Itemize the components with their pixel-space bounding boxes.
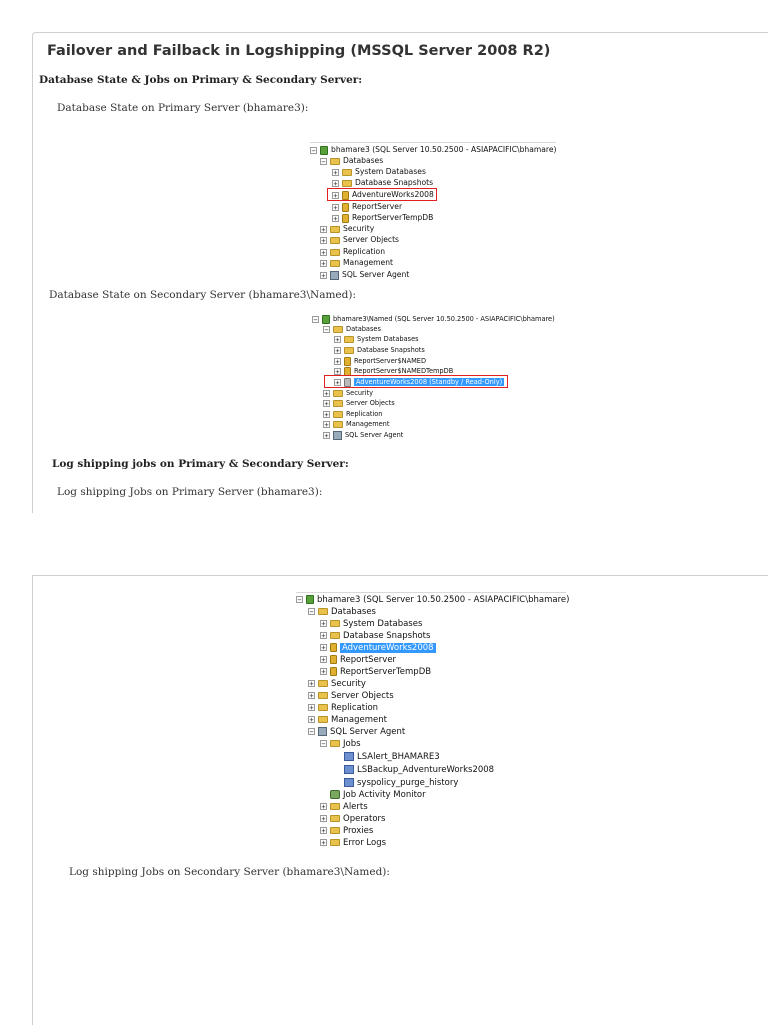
expand-icon[interactable]: + bbox=[321, 225, 326, 234]
tree-row-server[interactable]: − bhamare3\Named (SQL Server 10.50.2500 - ASIAPACIFIC\bhamare) bbox=[313, 315, 555, 324]
folder-icon bbox=[344, 347, 354, 354]
tree-row-agent[interactable]: − SQL Server Agent bbox=[309, 727, 406, 737]
job-icon bbox=[344, 778, 354, 787]
object-explorer-jobs bbox=[296, 594, 568, 850]
primary-state-label: Database State on Primary Server (bhamare3): bbox=[57, 102, 309, 114]
secondary-jobs-label: Log shipping Jobs on Secondary Server (bhamare3\Named): bbox=[69, 866, 390, 878]
job-icon bbox=[344, 765, 354, 774]
expand-icon[interactable]: + bbox=[335, 367, 340, 376]
folder-icon bbox=[330, 249, 340, 256]
folder-icon bbox=[330, 260, 340, 267]
expand-icon[interactable]: + bbox=[321, 668, 326, 676]
tree-row-job-alert[interactable]: LSAlert_BHAMARE3 bbox=[344, 751, 440, 763]
expand-icon[interactable]: + bbox=[321, 644, 326, 652]
sql-agent-icon bbox=[318, 727, 327, 736]
tree-row-adventureworks[interactable]: + AdventureWorks2008 bbox=[321, 643, 434, 653]
folder-icon bbox=[330, 839, 340, 846]
collapse-icon[interactable]: − bbox=[297, 596, 302, 604]
server-icon bbox=[320, 146, 328, 155]
expand-icon[interactable]: + bbox=[324, 420, 329, 429]
expand-icon[interactable]: + bbox=[333, 203, 338, 212]
tree-row-management[interactable]: + Management bbox=[309, 715, 387, 725]
collapse-icon[interactable]: − bbox=[321, 157, 326, 166]
tree-row-replication[interactable]: + Replication bbox=[324, 410, 383, 419]
tree-row-reportserver[interactable]: + ReportServer bbox=[333, 202, 403, 212]
tree-row-adventureworks[interactable]: + AdventureWorks2008 (Standby / Read-Only) bbox=[335, 378, 503, 387]
tree-row-server[interactable]: − bhamare3 (SQL Server 10.50.2500 - ASIAPACIFIC\bhamare) bbox=[297, 595, 570, 605]
expand-icon[interactable]: + bbox=[333, 179, 338, 188]
collapse-icon[interactable]: − bbox=[324, 325, 329, 334]
expand-icon[interactable]: + bbox=[324, 431, 329, 440]
tree-row-database-snapshots[interactable]: + Database Snapshots bbox=[321, 631, 431, 641]
database-icon bbox=[330, 643, 337, 652]
object-explorer-primary bbox=[310, 144, 560, 284]
tree-row-job-purge[interactable]: syspolicy_purge_history bbox=[344, 777, 458, 789]
expand-icon[interactable]: + bbox=[321, 271, 326, 280]
expand-icon[interactable]: + bbox=[321, 259, 326, 268]
article-title: Failover and Failback in Logshipping (MSSQL Server 2008 R2) bbox=[47, 43, 551, 59]
folder-icon bbox=[330, 226, 340, 233]
collapse-icon[interactable]: − bbox=[321, 740, 326, 748]
tree-row-adventureworks[interactable]: + AdventureWorks2008 bbox=[333, 190, 434, 200]
expand-icon[interactable]: + bbox=[321, 236, 326, 245]
tree-row-security[interactable]: + Security bbox=[321, 224, 375, 234]
sql-agent-icon bbox=[333, 431, 342, 440]
database-icon bbox=[342, 203, 349, 212]
expand-icon[interactable]: + bbox=[321, 632, 326, 640]
folder-icon bbox=[318, 608, 328, 615]
tree-row-database-snapshots[interactable]: + Database Snapshots bbox=[333, 178, 434, 188]
collapse-icon[interactable]: − bbox=[309, 608, 314, 616]
folder-icon bbox=[333, 411, 343, 418]
tree-row-databases[interactable]: − Databases bbox=[321, 156, 384, 166]
folder-icon bbox=[318, 680, 328, 687]
expand-icon[interactable]: + bbox=[333, 191, 338, 200]
tree-row-system-databases[interactable]: + System Databases bbox=[321, 619, 423, 629]
expand-icon[interactable]: + bbox=[321, 815, 326, 823]
job-icon bbox=[344, 752, 354, 761]
expand-icon[interactable]: + bbox=[309, 704, 314, 712]
expand-icon[interactable]: + bbox=[335, 335, 340, 344]
expand-icon[interactable]: + bbox=[335, 357, 340, 366]
expand-icon[interactable]: + bbox=[324, 399, 329, 408]
folder-icon bbox=[333, 390, 343, 397]
folder-icon bbox=[330, 632, 340, 639]
tree-row-reportserver-temp[interactable]: + ReportServerTempDB bbox=[321, 667, 432, 677]
tree-row-management[interactable]: + Management bbox=[321, 258, 394, 268]
folder-icon bbox=[318, 716, 328, 723]
secondary-state-label: Database State on Secondary Server (bhamare3\Named): bbox=[49, 289, 356, 301]
tree-top-border bbox=[296, 592, 566, 593]
tree-row-security[interactable]: + Security bbox=[309, 679, 366, 689]
tree-row-agent[interactable]: + SQL Server Agent bbox=[324, 431, 404, 440]
expand-icon[interactable]: + bbox=[321, 620, 326, 628]
expand-icon[interactable]: + bbox=[321, 803, 326, 811]
tree-row-reportserver[interactable]: + ReportServer bbox=[321, 655, 397, 665]
folder-icon bbox=[330, 237, 340, 244]
folder-icon bbox=[318, 692, 328, 699]
tree-row-databases[interactable]: − Databases bbox=[324, 325, 381, 334]
folder-icon bbox=[330, 620, 340, 627]
expand-icon[interactable]: + bbox=[309, 716, 314, 724]
folder-icon bbox=[330, 827, 340, 834]
database-icon bbox=[330, 655, 337, 664]
object-explorer-secondary bbox=[312, 313, 562, 443]
tree-row-jobs[interactable]: − Jobs bbox=[321, 739, 361, 749]
tree-row-reportserver-temp[interactable]: + ReportServer$NAMEDTempDB bbox=[335, 367, 454, 376]
expand-icon[interactable]: + bbox=[324, 389, 329, 398]
tree-row-job-backup[interactable]: LSBackup_AdventureWorks2008 bbox=[344, 764, 494, 776]
tree-row-reportserver[interactable]: + ReportServer$NAMED bbox=[335, 357, 427, 366]
collapse-icon[interactable]: − bbox=[311, 146, 316, 155]
tree-row-replication[interactable]: + Replication bbox=[321, 247, 386, 257]
folder-icon bbox=[330, 803, 340, 810]
tree-row-proxies[interactable]: + Proxies bbox=[321, 826, 374, 836]
section-heading-jobs: Log shipping jobs on Primary & Secondary Server: bbox=[52, 458, 349, 470]
expand-icon[interactable]: + bbox=[321, 827, 326, 835]
collapse-icon[interactable]: − bbox=[309, 728, 314, 736]
collapse-icon[interactable]: − bbox=[313, 315, 318, 324]
expand-icon[interactable]: + bbox=[309, 680, 314, 688]
database-icon bbox=[342, 214, 349, 223]
tree-row-management[interactable]: + Management bbox=[324, 420, 390, 429]
tree-row-agent[interactable]: + SQL Server Agent bbox=[321, 270, 410, 280]
expand-icon[interactable]: + bbox=[335, 346, 340, 355]
tree-row-databases[interactable]: − Databases bbox=[309, 607, 376, 617]
tree-row-replication[interactable]: + Replication bbox=[309, 703, 379, 713]
database-icon bbox=[330, 667, 337, 676]
folder-icon bbox=[318, 704, 328, 711]
expand-icon[interactable]: + bbox=[321, 248, 326, 257]
expand-icon[interactable]: + bbox=[335, 378, 340, 387]
tree-row-server-objects[interactable]: + Server Objects bbox=[309, 691, 394, 701]
tree-row-security[interactable]: + Security bbox=[324, 389, 374, 398]
section-heading-state: Database State & Jobs on Primary & Secondary Server: bbox=[39, 74, 363, 86]
expand-icon[interactable]: + bbox=[321, 656, 326, 664]
tree-row-system-databases[interactable]: + System Databases bbox=[333, 167, 426, 177]
tree-row-system-databases[interactable]: + System Databases bbox=[335, 335, 419, 344]
tree-row-alerts[interactable]: + Alerts bbox=[321, 802, 368, 812]
tree-row-database-snapshots[interactable]: + Database Snapshots bbox=[335, 346, 425, 355]
folder-icon bbox=[333, 326, 343, 333]
tree-top-border bbox=[310, 142, 556, 143]
tree-row-reportserver-temp[interactable]: + ReportServerTempDB bbox=[333, 213, 434, 223]
folder-icon bbox=[344, 336, 354, 343]
folder-icon bbox=[333, 421, 343, 428]
sql-agent-icon bbox=[330, 271, 339, 280]
tree-row-server[interactable]: − bhamare3 (SQL Server 10.50.2500 - ASIAPACIFIC\bhamare) bbox=[311, 145, 557, 155]
expand-icon[interactable]: + bbox=[333, 168, 338, 177]
expand-icon[interactable]: + bbox=[321, 839, 326, 847]
folder-icon bbox=[342, 180, 352, 187]
tree-row-error-logs[interactable]: + Error Logs bbox=[321, 838, 387, 848]
folder-icon bbox=[333, 400, 343, 407]
job-activity-monitor-icon bbox=[330, 790, 340, 799]
tree-row-server-objects[interactable]: + Server Objects bbox=[321, 235, 400, 245]
server-icon bbox=[306, 595, 314, 604]
tree-row-operators[interactable]: + Operators bbox=[321, 814, 386, 824]
tree-row-job-activity-monitor[interactable]: Job Activity Monitor bbox=[330, 789, 426, 801]
highlight-box bbox=[327, 188, 437, 201]
folder-icon bbox=[342, 169, 352, 176]
tree-row-server-objects[interactable]: + Server Objects bbox=[324, 399, 395, 408]
expand-icon[interactable]: + bbox=[309, 692, 314, 700]
primary-jobs-label: Log shipping Jobs on Primary Server (bhamare3): bbox=[57, 486, 323, 498]
expand-icon[interactable]: + bbox=[333, 214, 338, 223]
expand-icon[interactable]: + bbox=[324, 410, 329, 419]
folder-icon bbox=[330, 158, 340, 165]
folder-icon bbox=[330, 815, 340, 822]
folder-icon bbox=[330, 740, 340, 747]
